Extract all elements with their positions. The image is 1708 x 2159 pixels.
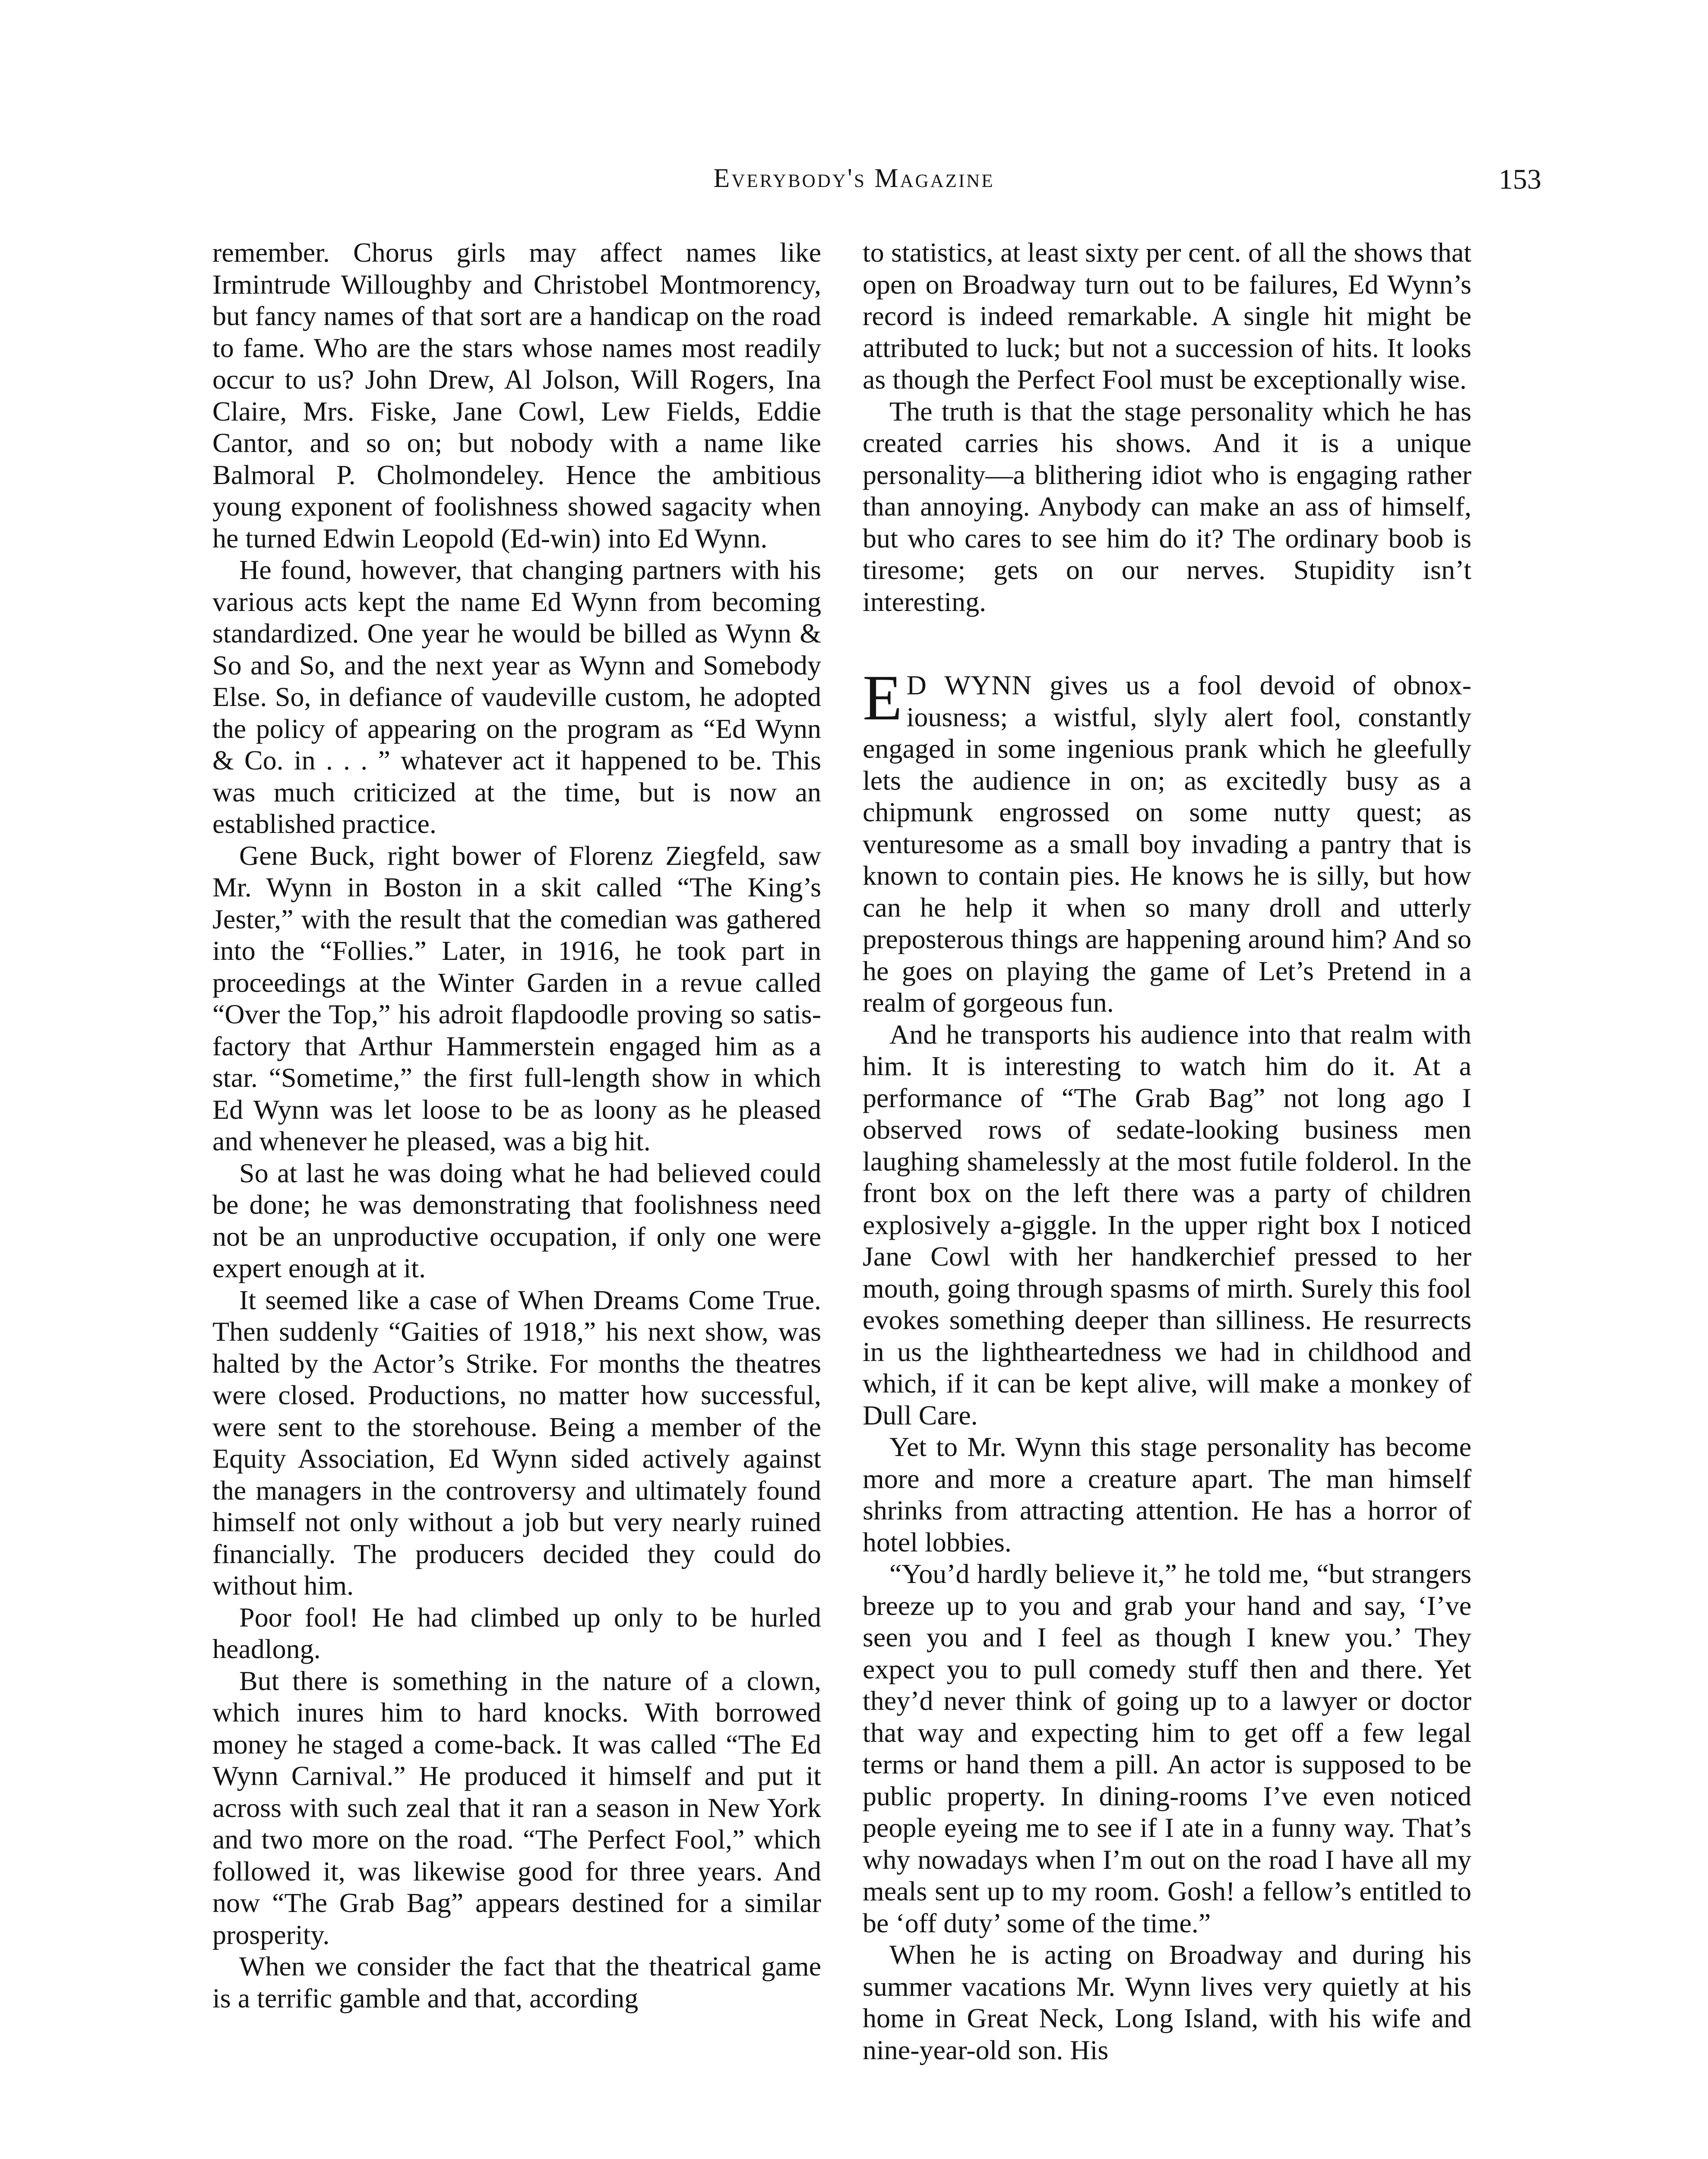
section-lead-paragraph (863, 662, 1472, 1019)
paragraph: But there is something in the nature of a clown, which inures him to hard knocks. With borrowed money he staged a come-back. It was called “The Ed Wynn Carnival.” He produced it himself and put it across with such zeal that it ran a season in New York and two more on the road. “The Perfect Fool,” which followed it, was likewise good for three years. And now “The Grab Bag” appears destined for a similar prosperity. (212, 1665, 821, 1950)
paragraph: Gene Buck, right bower of Florenz Ziegfeld, saw Mr. Wynn in Boston in a skit called “The King’s Jester,” with the result that the comedian was gathered into the “Follies.” Later, in 1916, he took part in proceedings at the Winter Garden in a revue called “Over the Top,” his adroit flapdoodle proving so satisfactory that Arthur Hammerstein engaged him as a star. “Sometime,” the first full-length show in which Ed Wynn was let loose to be as loony as he pleased and whenever he pleased, was a big hit. (212, 840, 821, 1156)
right-column (863, 237, 1471, 2066)
running-head: Everybody's Magazine (713, 164, 995, 193)
paragraph: He found, however, that changing partners with his various acts kept the name Ed Wynn from becoming standardized. One year he would be billed as Wynn & So and So, and the next year as Wynn and Somebody Else. So, in defiance of vaudeville custom, he adopted the policy of appearing on the program as “Ed Wynn & Co. in . . . ” whatever act it happened to be. This was much criticized at the time, but is now an established practice. (212, 554, 821, 839)
paragraph: When we consider the fact that the theatrical game is a terrific gamble and that, according (212, 1951, 821, 2013)
page-number: 153 (1499, 164, 1541, 195)
paragraph: The truth is that the stage personality which he has created carries his shows. And it is a unique personality—a blithering idiot who is engaging rather than annoying. Anybody can make an ass of himself, but who cares to see him do it? The ordinary boob is tiresome; gets on our nerves. Stupidity isn’t interesting. (863, 396, 1471, 617)
paragraph: to statistics, at least sixty per cent. of all the shows that open on Broadway turn out to be failures, Ed Wynn’s record is indeed remarkable. A single hit might be attributed to luck; but not a succession of hits. It looks as though the Perfect Fool must be exceptionally wise. (863, 237, 1471, 395)
paragraph: It seemed like a case of When Dreams Come True. Then suddenly “Gaities of 1918,” his next show, was halted by the Actor’s Strike. For months the theatres were closed. Productions, no matter how successful, were sent to the storehouse. Being a member of the Equity Association, Ed Wynn sided actively against the managers in the controversy and ultimately found himself not only without a job but very nearly ruined financially. The producers decided they could do without him. (212, 1284, 821, 1601)
drop-cap: E (863, 662, 902, 734)
lead-smallcaps: D WYNN (906, 670, 1032, 700)
lead-text: gives us a fool devoid of obnoxiousness; a wistful, slyly alert fool, constantly engaged in some ingenious prank which he gleefully lets the audience in on; as excitedly busy as a chipmunk engrossed on some nutty quest; as venturesome as a small boy invading a pantry that is known to contain pies. He knows he is silly, but how can he help it when so many droll and utterly preposterous things are happening around him? And so he goes on playing the game of Let’s Pretend in a realm of gorgeous fun. (863, 670, 1472, 1018)
paragraph: Poor fool! He had climbed up only to be hurled headlong. (212, 1602, 821, 1664)
paragraph: And he transports his audience into that realm with him. It is interesting to watch him do it. At a performance of “The Grab Bag” not long ago I observed rows of sedate-looking business men laughing shamelessly at the most futile folderol. In the front box on the left there was a party of children explosively a-giggle. In the upper right box I noticed Jane Cowl with her handkerchief pressed to her mouth, going through spasms of mirth. Surely this fool evokes something deeper than silliness. He resurrects in us the lightheartedness we had in childhood and which, if it can be kept alive, will make a monkey of Dull Care. (863, 1019, 1471, 1431)
left-column (212, 237, 821, 2014)
paragraph: “You’d hardly believe it,” he told me, “but strangers breeze up to you and grab your hand and say, ‘I’ve seen you and I feel as though I knew you.’ They expect you to pull comedy stuff then and there. Yet they’d never think of going up to a lawyer or doctor that way and expecting him to get off a few legal terms or hand them a pill. An actor is supposed to be public property. In dining-rooms I’ve even noticed people eyeing me to see if I ate in a funny way. That’s why nowadays when I’m out on the road I have all my meals sent up to my room. Gosh! a fellow’s entitled to be ‘off duty’ some of the time.” (863, 1558, 1471, 1938)
paragraph: So at last he was doing what he had believed could be done; he was demonstrating that foolishness need not be an unproductive occupation, if only one were expert enough at it. (212, 1157, 821, 1283)
paragraph: Yet to Mr. Wynn this stage personality has become more and more a creature apart. The man himself shrinks from attracting attention. He has a horror of hotel lobbies. (863, 1431, 1471, 1558)
paragraph: When he is acting on Broadway and during his summer vacations Mr. Wynn lives very quietly at his home in Great Neck, Long Island, with his wife and nine-year-old son. His (863, 1939, 1471, 2065)
paragraph: remember. Chorus girls may affect names like Irmintrude Willoughby and Christobel Montmorency, but fancy names of that sort are a handicap on the road to fame. Who are the stars whose names most readily occur to us? John Drew, Al Jolson, Will Rogers, Ina Claire, Mrs. Fiske, Jane Cowl, Lew Fields, Eddie Cantor, and so on; but nobody with a name like Balmoral P. Cholmondeley. Hence the ambitious young exponent of foolishness showed sagacity when he turned Edwin Leopold (Ed-win) into Ed Wynn. (212, 237, 821, 554)
